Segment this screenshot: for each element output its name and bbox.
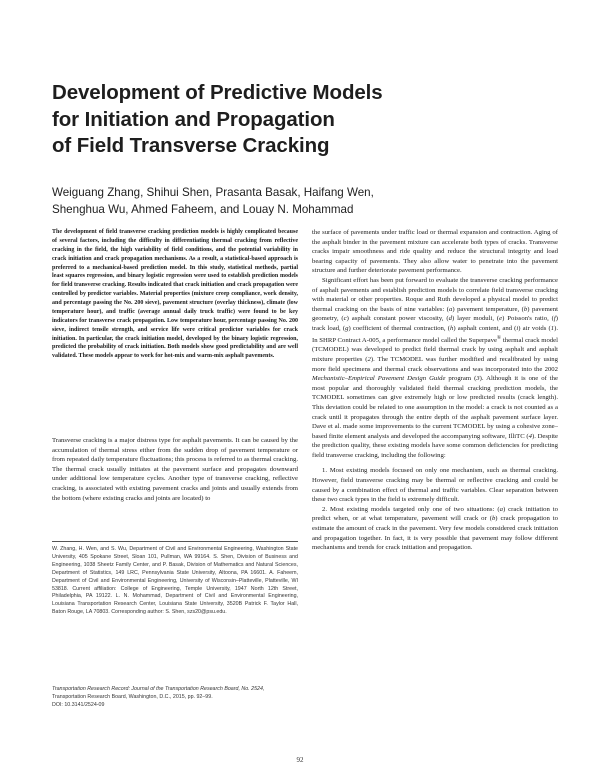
- title-line: for Initiation and Propagation: [52, 107, 335, 131]
- page-number: 92: [296, 756, 304, 764]
- introduction-paragraph: Transverse cracking is a major distress type for asphalt pavements. It can be caused by the accumulation of thermal stress either from the sudden drop of pavement temperature or from repeated daily temperature fluctuations; this process is referred to as thermal cracking. The thermal crack usually initiates at the pavement surface and propagates downward under additional low temperature cycles. Another type of transverse cracking, reflective cracking, is associated with existing pavement cracks and joints and usually extends from the bottom (where existing cracks and joints are located) to: [52, 437, 298, 502]
- paper-title: [52, 80, 552, 160]
- author-line: Shenghua Wu, Ahmed Faheem, and Louay N. Mohammad: [52, 203, 354, 216]
- footnote-divider: [52, 541, 298, 542]
- title-line: Development of Predictive Models: [52, 81, 383, 104]
- doi: DOI: 10.3141/2524-09: [52, 701, 105, 708]
- body-paragraph: the surface of pavements under traffic load or thermal expansion and contraction. Aging of the asphalt binder in the pavement mixture can accelerate both types of cracks. Transverse cracks impair smoothness and ride quality and reduce the structural integrity and load bearing capacity of pavements. They also allow water to penetrate into the pavement structure and further deteriorate pavement performance.: [312, 229, 558, 275]
- title-line: of Field Transverse Cracking: [52, 134, 330, 157]
- body-paragraph: Significant effort has been put forward to evaluate the transverse cracking performance of asphalt pavements and establish prediction models to correlate field transverse cracking with material or other properties. Roque and Ruth developed a physical model to predict thermal cracking on the basis of nine variables: (a) pavement temperature, (b) pavement geometry, (c) asphalt constant power viscosity, (d) layer moduli, (e) Poisson's ratio, (f) track load, (g) coefficient of thermal contraction, (h) asphalt content, and (i) air voids (1). In SHRP Contract A-005, a performance model called the Superpave® thermal crack model (TCMODEL) was developed to predict field thermal crack by using asphalt and asphalt mixture properties (2). The TCMODEL was further modified and recalibrated by using more field specimens and thermal crack observations and was incorporated into the 2002 Mechanistic–Empirical Pavement Design Guide program (3). Although it is one of the most popular and thoroughly validated field thermal cracking prediction models, the TCMODEL sometimes can give extremely high or low predicted results (crack length). This deviation could be related to one assumption in the model: a crack is not counted as a crack until it propagates through the entire depth of the asphalt pavement surface layer. Dave et al. made some improvements to the current TCMODEL by using a cohesive zone–based finite element analysis and developed the accompanying software, IlliTC (4). Despite the prediction quality, these existing models have some common deficiencies for predicting field transverse cracking, including the following:: [312, 276, 559, 459]
- list-item: 2. Most existing models targeted only one of two situations: (a) crack initiation to predict when, or at what temperature, pavement will crack or (b) crack propagation to estimate the amount of crack in the pavement. Very few models considered crack initiation and propagation together. In fact, it is very possible that pavement may follow different mechanisms and trends for crack initiation and propagation.: [312, 505, 559, 552]
- reference-link[interactable]: 1: [550, 324, 555, 332]
- journal-name: Transportation Research Record: Journal of the Transportation Research Board, No. 2524,: [52, 686, 265, 692]
- journal-details: Transportation Research Board, Washington, D.C., 2015, pp. 92–99.: [52, 693, 213, 700]
- guide-title: Mechanistic–Empirical Pavement Design Guide: [312, 375, 446, 383]
- reference-link[interactable]: 3: [476, 375, 480, 383]
- journal-citation: [52, 686, 298, 710]
- reference-link[interactable]: 4: [528, 432, 532, 440]
- reference-link[interactable]: 2: [367, 355, 371, 363]
- abstract: The development of field transverse cracking prediction models is highly complicated because of several factors, including the difficulty in differentiating thermal cracking from reflective cracking in the field, the high variability of field conditions, and the potential variability in crack initiation and crack propagation mechanisms. As a result, a statistical-based approach is preferred to a mechanical-based prediction model. In this study, statistical methods, partial least squares regression, and binary logistic regression were used to establish prediction models for field transverse cracking. Results indicated that crack initiation and crack propagation were controlled by predictor variables. Material properties (mixture creep compliance, work density, and percentage passing the No. 200 sieve), pavement structure (overlay thickness), climate (low temperature hour), and traffic (average annual daily truck traffic) were found to be key indicators for transverse crack propagation. Low temperature hour, percentage passing No. 200 sieve, indirect tensile strength, and service life were critical predictor variables for crack initiation. In particular, the crack initiation model, developed by the binary logistic regression, predicted the probability of crack initiation. Both models show good predictability and are well validated. These models appear to work for hot-mix and warm-mix asphalt pavements.: [52, 229, 298, 360]
- right-column: [312, 228, 558, 553]
- list-item: 1. Most existing models focused on only one mechanism, such as thermal cracking. However, field transverse cracking may be thermal or reflective cracking and could be caused by a combination effect of thermal and traffic variables. Clear separation between these two crack types in the field is extremely difficult.: [312, 467, 558, 504]
- author-list: [52, 184, 552, 218]
- author-line: Weiguang Zhang, Shihui Shen, Prasanta Basak, Haifang Wen,: [52, 186, 374, 199]
- author-affiliations: W. Zhang, H. Wen, and S. Wu, Department of Civil and Environmental Engineering, Washington State University, 405 Spokane Street, Sloan 101, Pullman, WA 99164. S. Shen, Division of Business and Engineering, 1038 Sheetz Family Center, and P. Basak, Division of Mathematics and Natural Sciences, Department of Statistics, 149 LRC, Pennsylvania State University, Altoona, PA 16601. A. Faheem, Department of Civil and Environmental Engineering, University of Wisconsin–Platteville, Platteville, WI 53818. Current affiliation: College of Engineering, Temple University, 1947 North 12th Street, Philadelphia, PA 19122. L. N. Mohammad, Department of Civil and Environmental Engineering, Louisiana Transportation Research Center, Louisiana State University, 3520B Patrick F. Taylor Hall, Baton Rouge, LA 70803. Corresponding author: S. Shen, szs20@psu.edu.: [52, 546, 298, 616]
